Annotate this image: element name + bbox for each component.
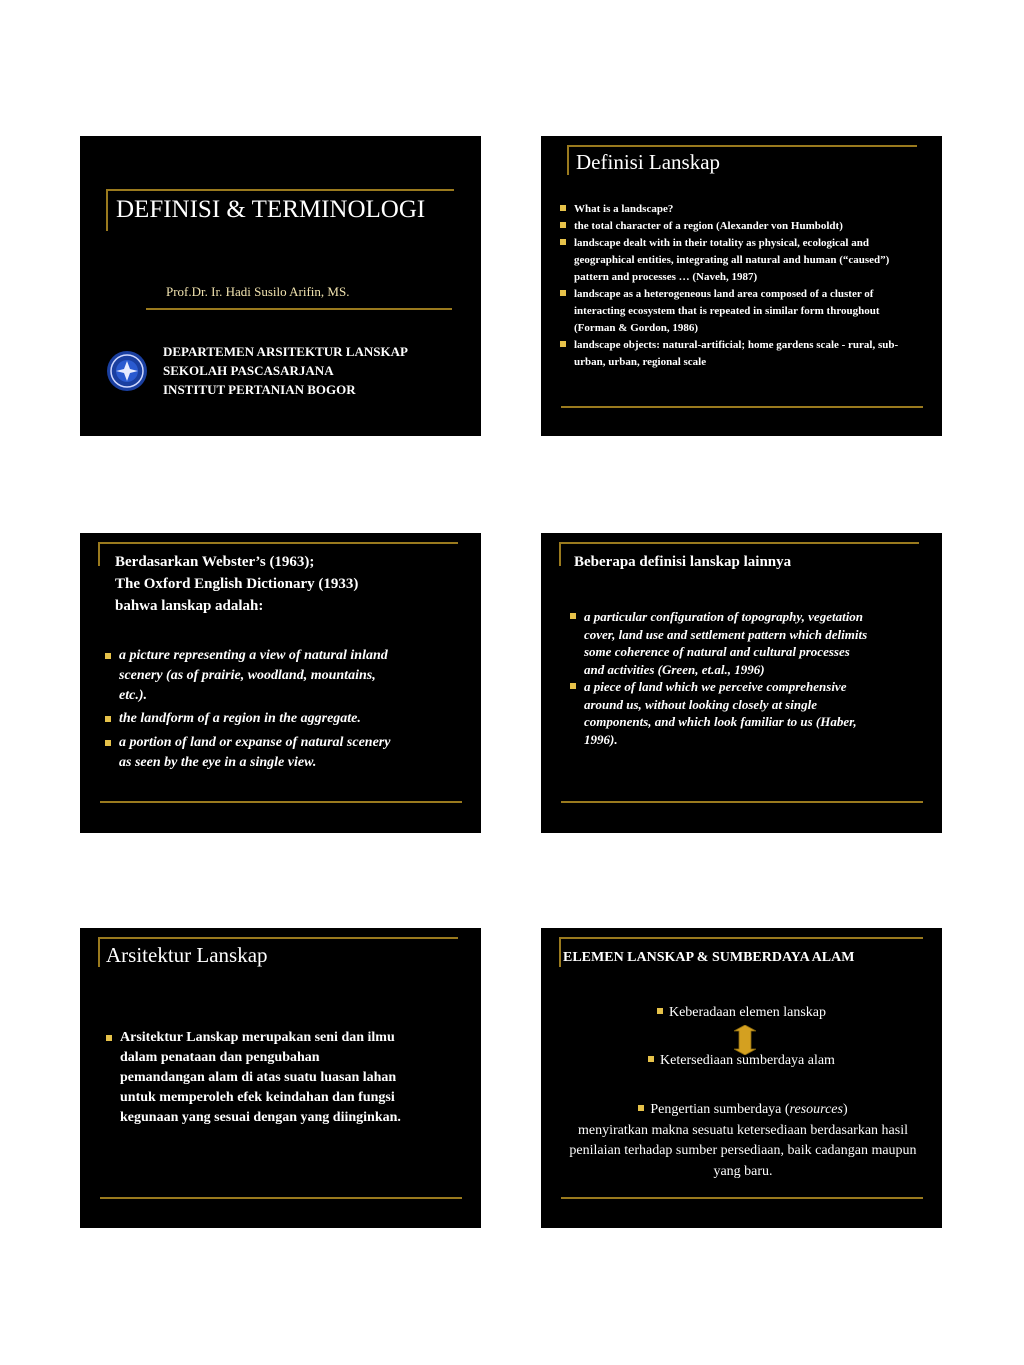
list-item xyxy=(560,201,906,218)
list-item-text: What is a landscape? xyxy=(574,203,674,215)
list-item-text: landscape objects: natural-artificial; home gardens scale - rural, sub-urban, urban, regional scale xyxy=(574,339,899,368)
title-line: Berdasarkan Webster’s (1963); xyxy=(115,554,315,570)
title-rule xyxy=(559,542,919,544)
list-item xyxy=(106,1028,406,1128)
list-item-text: landscape dealt with in their totality as physical, ecological and geographical entities, integrating all natural and human (“caused”) pattern and processes … (Naveh, 1987) xyxy=(574,237,890,283)
definition-block xyxy=(561,1100,925,1182)
footer-rule xyxy=(561,1197,923,1199)
title-line: The Oxford English Dictionary (1933) xyxy=(115,576,359,592)
list-item xyxy=(560,337,906,371)
slide-2 xyxy=(541,136,942,436)
element-item xyxy=(541,1005,942,1021)
definition-suffix: ) xyxy=(842,1102,848,1117)
definition-line xyxy=(561,1100,925,1121)
list-item xyxy=(560,218,906,235)
title-rule xyxy=(98,937,458,939)
bullet-list xyxy=(105,646,395,773)
dept-line: DEPARTEMEN ARSITEKTUR LANSKAP xyxy=(163,344,408,359)
list-item xyxy=(560,235,906,286)
author-rule xyxy=(146,308,452,310)
definition-italic: resources xyxy=(789,1102,843,1117)
title-line: bahwa lanskap adalah: xyxy=(115,598,264,614)
title-rule xyxy=(559,937,923,939)
slide-3 xyxy=(80,533,481,833)
element-text: Keberadaan elemen lanskap xyxy=(668,1005,827,1020)
bullet-list xyxy=(106,1028,406,1128)
dept-line: INSTITUT PERTANIAN BOGOR xyxy=(163,382,356,397)
double-arrow-icon xyxy=(734,1025,756,1055)
slide-title xyxy=(115,551,358,617)
list-item-text: a piece of land which we perceive comprehensive around us, without looking closely at single components, and which look familiar to us (Haber, 1996). xyxy=(584,679,857,747)
title-rule xyxy=(567,145,917,147)
title-rule xyxy=(98,542,458,544)
title-side-rule xyxy=(98,542,100,566)
university-seal-icon xyxy=(106,350,148,392)
list-item-text: the landform of a region in the aggregate. xyxy=(119,711,361,726)
slide-title: Definisi Lanskap xyxy=(576,150,721,174)
list-item xyxy=(105,709,419,729)
title-rule xyxy=(106,189,454,191)
title-side-rule xyxy=(559,542,561,566)
title-side-rule xyxy=(559,937,561,967)
footer-rule xyxy=(100,1197,462,1199)
resource-item xyxy=(541,1053,942,1069)
author: Prof.Dr. Ir. Hadi Susilo Arifin, MS. xyxy=(166,284,350,299)
definition-text: menyiratkan makna sesuatu ketersediaan berdasarkan hasil penilaian terhadap sumber persediaan, baik cadangan maupun yang baru. xyxy=(569,1122,917,1179)
bullet-list xyxy=(570,608,870,748)
list-item-text: the total character of a region (Alexander von Humboldt) xyxy=(574,220,843,232)
slide-4 xyxy=(541,533,942,833)
title-side-rule xyxy=(106,189,108,231)
list-item xyxy=(560,286,906,337)
slide-1 xyxy=(80,136,481,436)
list-item-text: a picture representing a view of natural inland scenery (as of prairie, woodland, mountains, etc.). xyxy=(119,648,388,703)
list-item xyxy=(105,733,395,773)
slide-5 xyxy=(80,928,481,1228)
footer-rule xyxy=(100,801,462,803)
list-item xyxy=(570,608,870,678)
title-side-rule xyxy=(98,937,100,967)
department-block xyxy=(163,342,408,399)
list-item xyxy=(570,678,870,748)
slide-title: DEFINISI & TERMINOLOGI xyxy=(116,196,426,223)
footer-rule xyxy=(561,406,923,408)
slide-title: Arsitektur Lanskap xyxy=(106,943,268,967)
footer-rule xyxy=(561,801,923,803)
bullet-list xyxy=(560,201,906,371)
title-side-rule xyxy=(567,145,569,175)
slide-title: ELEMEN LANSKAP & SUMBERDAYA ALAM xyxy=(563,950,855,965)
list-item-text: landscape as a heterogeneous land area composed of a cluster of interacting ecosystem that is repeated in similar form throughout (Forman & Gordon, 1986) xyxy=(574,288,880,334)
list-item xyxy=(105,646,395,706)
definition-prefix: Pengertian sumberdaya ( xyxy=(650,1102,790,1117)
resource-text: Ketersediaan sumberdaya alam xyxy=(660,1053,835,1068)
slide-6 xyxy=(541,928,942,1228)
slide-title: Beberapa definisi lanskap lainnya xyxy=(574,554,792,570)
list-item-text: Arsitektur Lanskap merupakan seni dan ilmu dalam penataan dan pengubahan pemandangan alam di atas suatu luasan lahan untuk memperoleh efek keindahan dan fungsi kegunaan yang sesuai dengan yang diinginkan. xyxy=(120,1030,401,1125)
list-item-text: a particular configuration of topography, vegetation cover, land use and settlement pattern which delimits some coherence of natural and cultural processes and activities (Green, et.al., 1996) xyxy=(584,609,868,677)
dept-line: SEKOLAH PASCASARJANA xyxy=(163,363,334,378)
list-item-text: a portion of land or expanse of natural scenery as seen by the eye in a single view. xyxy=(119,735,391,770)
